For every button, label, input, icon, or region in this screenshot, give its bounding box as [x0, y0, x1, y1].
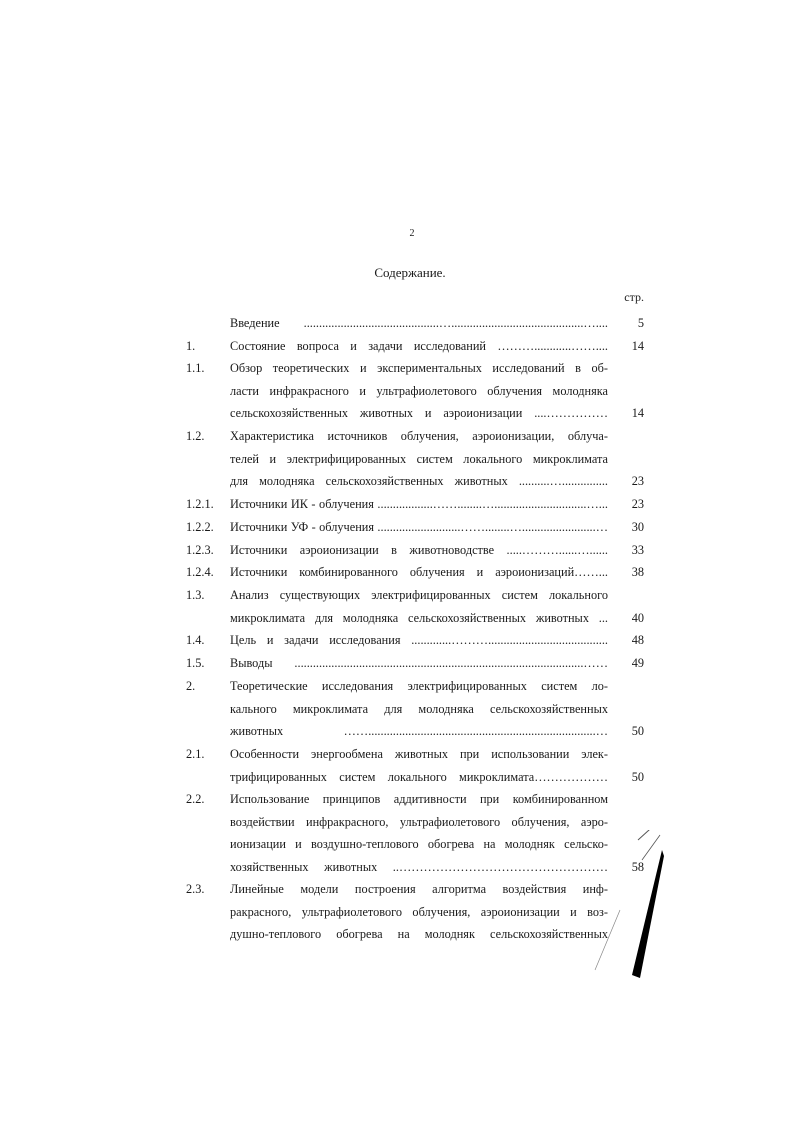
toc-entry-text: [230, 357, 608, 425]
toc-entry-text: [230, 561, 608, 584]
toc-entry-line: Анализ существующих электрифицированных систем локального: [230, 588, 608, 602]
toc-entry-text: [230, 878, 608, 946]
toc-entry-line: ласти инфракрасного и ультрафиолетового облучения молодняка: [230, 383, 608, 398]
toc-entry-number: 1.: [186, 339, 196, 353]
page-column-label: стр.: [624, 290, 644, 304]
toc-entry-number: 2.3.: [186, 882, 205, 896]
toc-entry-page: 14: [631, 339, 644, 353]
toc-entry-text: [230, 539, 608, 562]
toc-entry-page: 48: [631, 633, 644, 647]
toc-entry-line: Теоретические исследования электрифицированных систем ло-: [230, 679, 608, 693]
toc-entry-text: [230, 584, 608, 629]
toc-entry-line: хозяйственных животных ..……………………………………………: [230, 860, 608, 875]
toc-entry-line: Введение ............................................…...........................................…....: [230, 316, 608, 330]
toc-entry-page: 40: [631, 610, 644, 625]
toc-entry-line: Источники ИК - облучения ..................……........…..............................…...: [230, 497, 608, 511]
toc-entry-line: Состояние вопроса и задачи исследований ………............……....: [230, 339, 608, 353]
toc-entry-text: [230, 788, 608, 879]
toc-title: Содержание.: [374, 265, 446, 280]
toc-entry-number: 2.2.: [186, 792, 205, 806]
toc-entry-page: 23: [631, 497, 644, 511]
toc-entry-number: 2.1.: [186, 747, 205, 761]
toc-entry-line: трифицированных систем локального микроклимата………………: [230, 769, 608, 784]
toc-entry-text: [230, 629, 608, 652]
toc-entry-line: телей и электрифицированных систем локального микроклимата: [230, 451, 608, 466]
toc-entry-page: 23: [631, 474, 644, 489]
page-number: 2: [409, 228, 415, 239]
toc-entry-line: воздействии инфракрасного, ультрафиолетового облучения, аэро-: [230, 814, 608, 829]
toc-entry-line: Обзор теоретических и экспериментальных исследований в об-: [230, 361, 608, 375]
toc-entry-text: [230, 493, 608, 516]
toc-entry-page: 5: [637, 316, 644, 330]
toc-entry-text: [230, 312, 608, 335]
toc-entry-number: 1.3.: [186, 588, 205, 602]
toc-entry-line: Источники УФ - облучения ...........................……........…........................…: [230, 520, 608, 534]
toc-entry-page: 30: [631, 520, 644, 534]
toc-entry-line: Характеристика источников облучения, аэроионизации, облуча-: [230, 429, 608, 443]
toc-entry-page: 14: [631, 406, 644, 421]
toc-entry-line: животных ……..........................................................................…: [230, 724, 608, 739]
toc-entry-text: [230, 335, 608, 358]
toc-entry-line: Источники аэроионизации в животноводстве .....………......…......: [230, 543, 608, 557]
toc-entry-line: Источники комбинированного облучения и аэроионизаций……...: [230, 565, 608, 579]
toc-entry-page: 38: [631, 565, 644, 579]
scan-artifact-mark: [590, 830, 670, 980]
toc-entry-number: 1.2.1.: [186, 497, 214, 511]
toc-entry-line: Особенности энергообмена животных при использовании элек-: [230, 747, 608, 761]
toc-entry-line: Выводы ..............................................................................................……: [230, 656, 608, 670]
toc-entry-text: [230, 675, 608, 743]
toc-entry-page: 33: [631, 543, 644, 557]
toc-entry-number: 1.5.: [186, 656, 205, 670]
toc-entry-number: 2.: [186, 679, 196, 693]
toc-entry-line: Цель и задачи исследования .............……….......................................: [230, 633, 608, 647]
toc-entry-number: 1.2.: [186, 429, 205, 443]
toc-entry-text: [230, 652, 608, 675]
toc-entry-number: 1.1.: [186, 361, 205, 375]
toc-entry-page: 49: [631, 656, 644, 670]
toc-entry-page: 58: [631, 860, 644, 875]
toc-entry-line: Использование принципов аддитивности при комбинированном: [230, 792, 608, 806]
toc-entry-text: [230, 425, 608, 493]
toc-entry-number: 1.2.2.: [186, 520, 214, 534]
toc-entry-text: [230, 516, 608, 539]
toc-entry-number: 1.2.3.: [186, 543, 214, 557]
toc-entry-line: для молодняка сельскохозяйственных животных ..........…...............: [230, 474, 608, 489]
toc-entry-number: 1.4.: [186, 633, 205, 647]
toc-entry-number: 1.2.4.: [186, 565, 214, 579]
toc-entry-page: 50: [631, 724, 644, 739]
toc-entry-text: [230, 743, 608, 788]
toc-entry-line: сельскохозяйственных животных и аэроионизации ....……………: [230, 406, 608, 421]
toc-entry-line: микроклимата для молодняка сельскохозяйственных животных ...: [230, 610, 608, 625]
toc-entry-line: кального микроклимата для молодняка сельскохозяйственных: [230, 701, 608, 716]
toc-entry-line: ионизации и воздушно-теплового обогрева на молодняк сельско-: [230, 837, 608, 852]
toc-entry-page: 50: [631, 769, 644, 784]
toc-entry-line: ракрасного, ультрафиолетового облучения, аэроионизации и воз-: [230, 904, 608, 919]
toc-entry-line: Линейные модели построения алгоритма воздействия инф-: [230, 882, 608, 896]
toc-entry-line: душно-теплового обогрева на молодняк сельскохозяйственных: [230, 927, 608, 942]
